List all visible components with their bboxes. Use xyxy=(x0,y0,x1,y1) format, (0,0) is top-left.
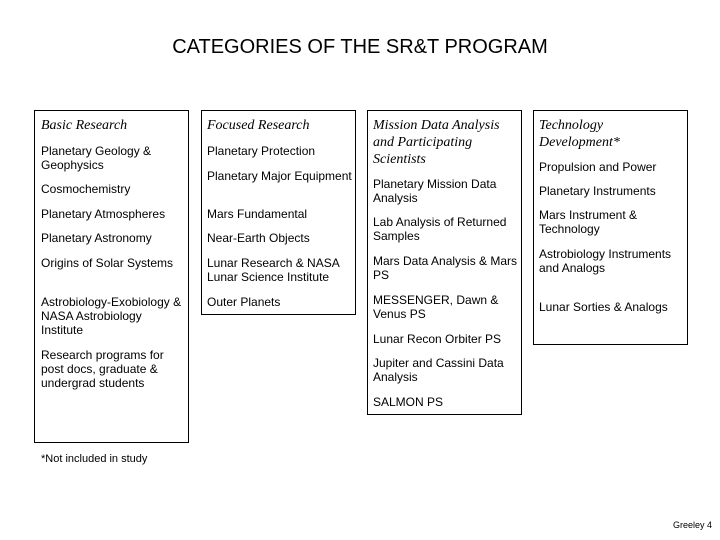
column-heading: Focused Research xyxy=(207,118,310,133)
category-item: Jupiter and Cassini Data Analysis xyxy=(373,356,504,384)
category-item: Near-Earth Objects xyxy=(207,231,310,245)
category-item: Lab Analysis of Returned Samples xyxy=(373,215,507,243)
category-item: Astrobiology-Exobiology & NASA Astrobiology Institute xyxy=(41,295,182,337)
category-item: Mars Data Analysis & Mars PS xyxy=(373,254,518,282)
category-item: Lunar Sorties & Analogs xyxy=(539,300,668,314)
category-item: Origins of Solar Systems xyxy=(41,256,174,270)
category-item: Mars Fundamental xyxy=(207,207,308,221)
category-item: Propulsion and Power xyxy=(539,160,657,174)
category-item: Planetary Atmospheres xyxy=(41,207,166,221)
category-item: MESSENGER, Dawn & Venus PS xyxy=(373,293,499,321)
category-item: Mars Instrument & Technology xyxy=(539,208,638,236)
category-item: Cosmochemistry xyxy=(41,182,131,196)
footnote: *Not included in study xyxy=(41,453,148,465)
category-item: Research programs for post docs, graduate & undergrad students xyxy=(41,348,164,390)
category-item: Planetary Geology & Geophysics xyxy=(41,144,152,172)
category-item: Planetary Instruments xyxy=(539,184,656,198)
category-item: Lunar Recon Orbiter PS xyxy=(373,332,502,346)
slide-credit: Greeley 4 xyxy=(672,520,712,530)
category-item: SALMON PS xyxy=(373,395,444,409)
category-item: Planetary Major Equipment xyxy=(207,169,352,183)
column-heading: Basic Research xyxy=(41,118,128,133)
column-heading: Mission Data Analysis and Participating Scientists xyxy=(373,118,500,167)
column-technology-development xyxy=(533,110,688,345)
category-item: Lunar Research & NASA Lunar Science Institute xyxy=(207,256,340,284)
category-item: Planetary Protection xyxy=(207,144,316,158)
category-item: Outer Planets xyxy=(207,295,281,309)
slide-title: CATEGORIES OF THE SR&T PROGRAM xyxy=(172,36,548,58)
category-item: Astrobiology Instruments and Analogs xyxy=(539,247,672,275)
category-item: Planetary Mission Data Analysis xyxy=(373,177,497,205)
column-basic-research xyxy=(34,110,189,443)
column-heading: Technology Development* xyxy=(539,118,620,150)
column-focused-research xyxy=(201,110,356,315)
column-mission-data-analysis xyxy=(367,110,522,415)
category-item: Planetary Astronomy xyxy=(41,231,152,245)
